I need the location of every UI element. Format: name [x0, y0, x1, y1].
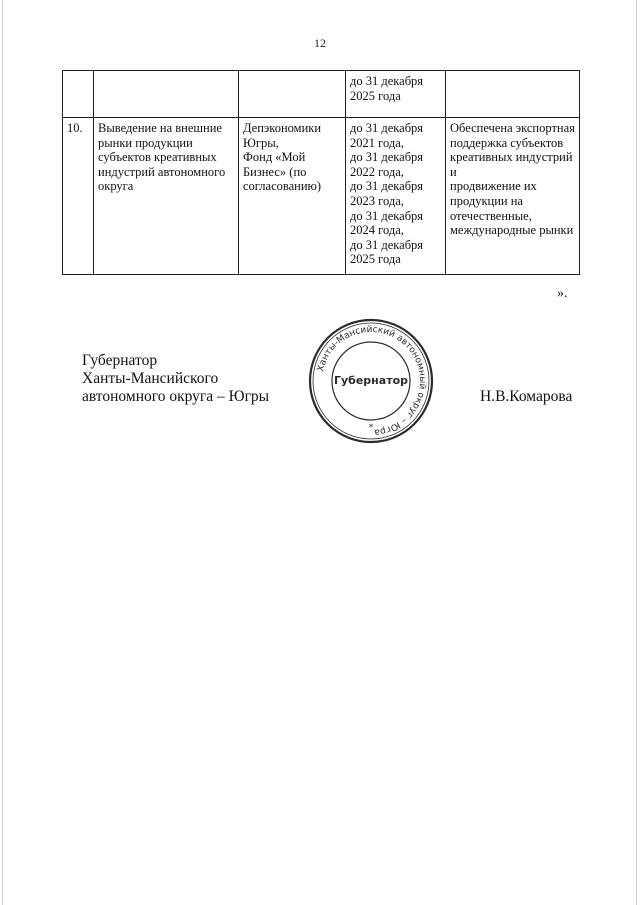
table-row [63, 71, 580, 118]
term-cell [346, 71, 446, 118]
signatory-title-line: Ханты-Мансийского [82, 370, 219, 387]
cell-line: отечественные, [450, 208, 532, 223]
cell-line: субъектов креативных [98, 150, 217, 165]
cell-line: 2024 года, [350, 223, 404, 238]
official-seal [307, 317, 435, 445]
measure-name-cell [94, 71, 239, 118]
cell-line: 2023 года, [350, 193, 404, 208]
page-number: 12 [314, 36, 326, 50]
term-cell [346, 118, 446, 275]
cell-line: до 31 декабря [350, 179, 424, 194]
result-cell [446, 71, 580, 118]
cell-line: Депэкономики [243, 121, 322, 135]
cell-line: Бизнес» (по [243, 164, 307, 179]
cell-line: согласованию) [243, 179, 322, 194]
signatory-title [82, 352, 269, 406]
cell-line: международные рынки [450, 223, 574, 238]
cell-line: до 31 декабря [350, 74, 424, 88]
responsible-cell [239, 71, 346, 118]
signatory-title-line: автономного округа – Югры [82, 388, 270, 405]
cell-line: Югры, [243, 135, 279, 150]
seal-center-text: Губернатор [333, 374, 409, 387]
cell-line: рынки продукции [98, 135, 193, 150]
cell-line: Обеспечена экспортная [450, 121, 575, 135]
signatory-title-line: Губернатор [82, 352, 158, 369]
cell-line: 2022 года, [350, 164, 404, 179]
measures-table [62, 70, 580, 275]
cell-line: до 31 декабря [350, 150, 424, 165]
measure-name-cell [94, 118, 239, 275]
cell-line: продвижение их [450, 179, 537, 194]
cell-line: до 31 декабря [350, 237, 424, 252]
cell-line: креативных индустрий и [450, 150, 573, 179]
cell-line: 2025 года [350, 88, 401, 103]
cell-line: индустрий автономного [98, 164, 226, 179]
row-number-cell: 10. [63, 118, 94, 275]
cell-line: округа [98, 179, 134, 194]
cell-line: продукции на [450, 193, 523, 208]
cell-line: поддержка субъектов [450, 135, 564, 150]
closing-quote: ». [557, 286, 568, 301]
cell-line: Выведение на внешние [98, 121, 222, 135]
signer-name: Н.В.Комарова [480, 388, 573, 405]
cell-line: 2025 года [350, 252, 401, 267]
result-cell [446, 118, 580, 275]
cell-line: Фонд «Мой [243, 150, 306, 165]
table-row [63, 118, 580, 275]
page-right-edge [636, 0, 637, 905]
cell-line: 2021 года, [350, 135, 404, 150]
cell-line: до 31 декабря [350, 121, 424, 135]
seal-ring-text: Ханты-Мансийский автономный округ – Югра [315, 324, 428, 437]
row-number-cell [63, 71, 94, 118]
responsible-cell [239, 118, 346, 275]
seal-star: * [368, 423, 374, 433]
cell-line: до 31 декабря [350, 208, 424, 223]
page-left-edge [2, 0, 3, 905]
